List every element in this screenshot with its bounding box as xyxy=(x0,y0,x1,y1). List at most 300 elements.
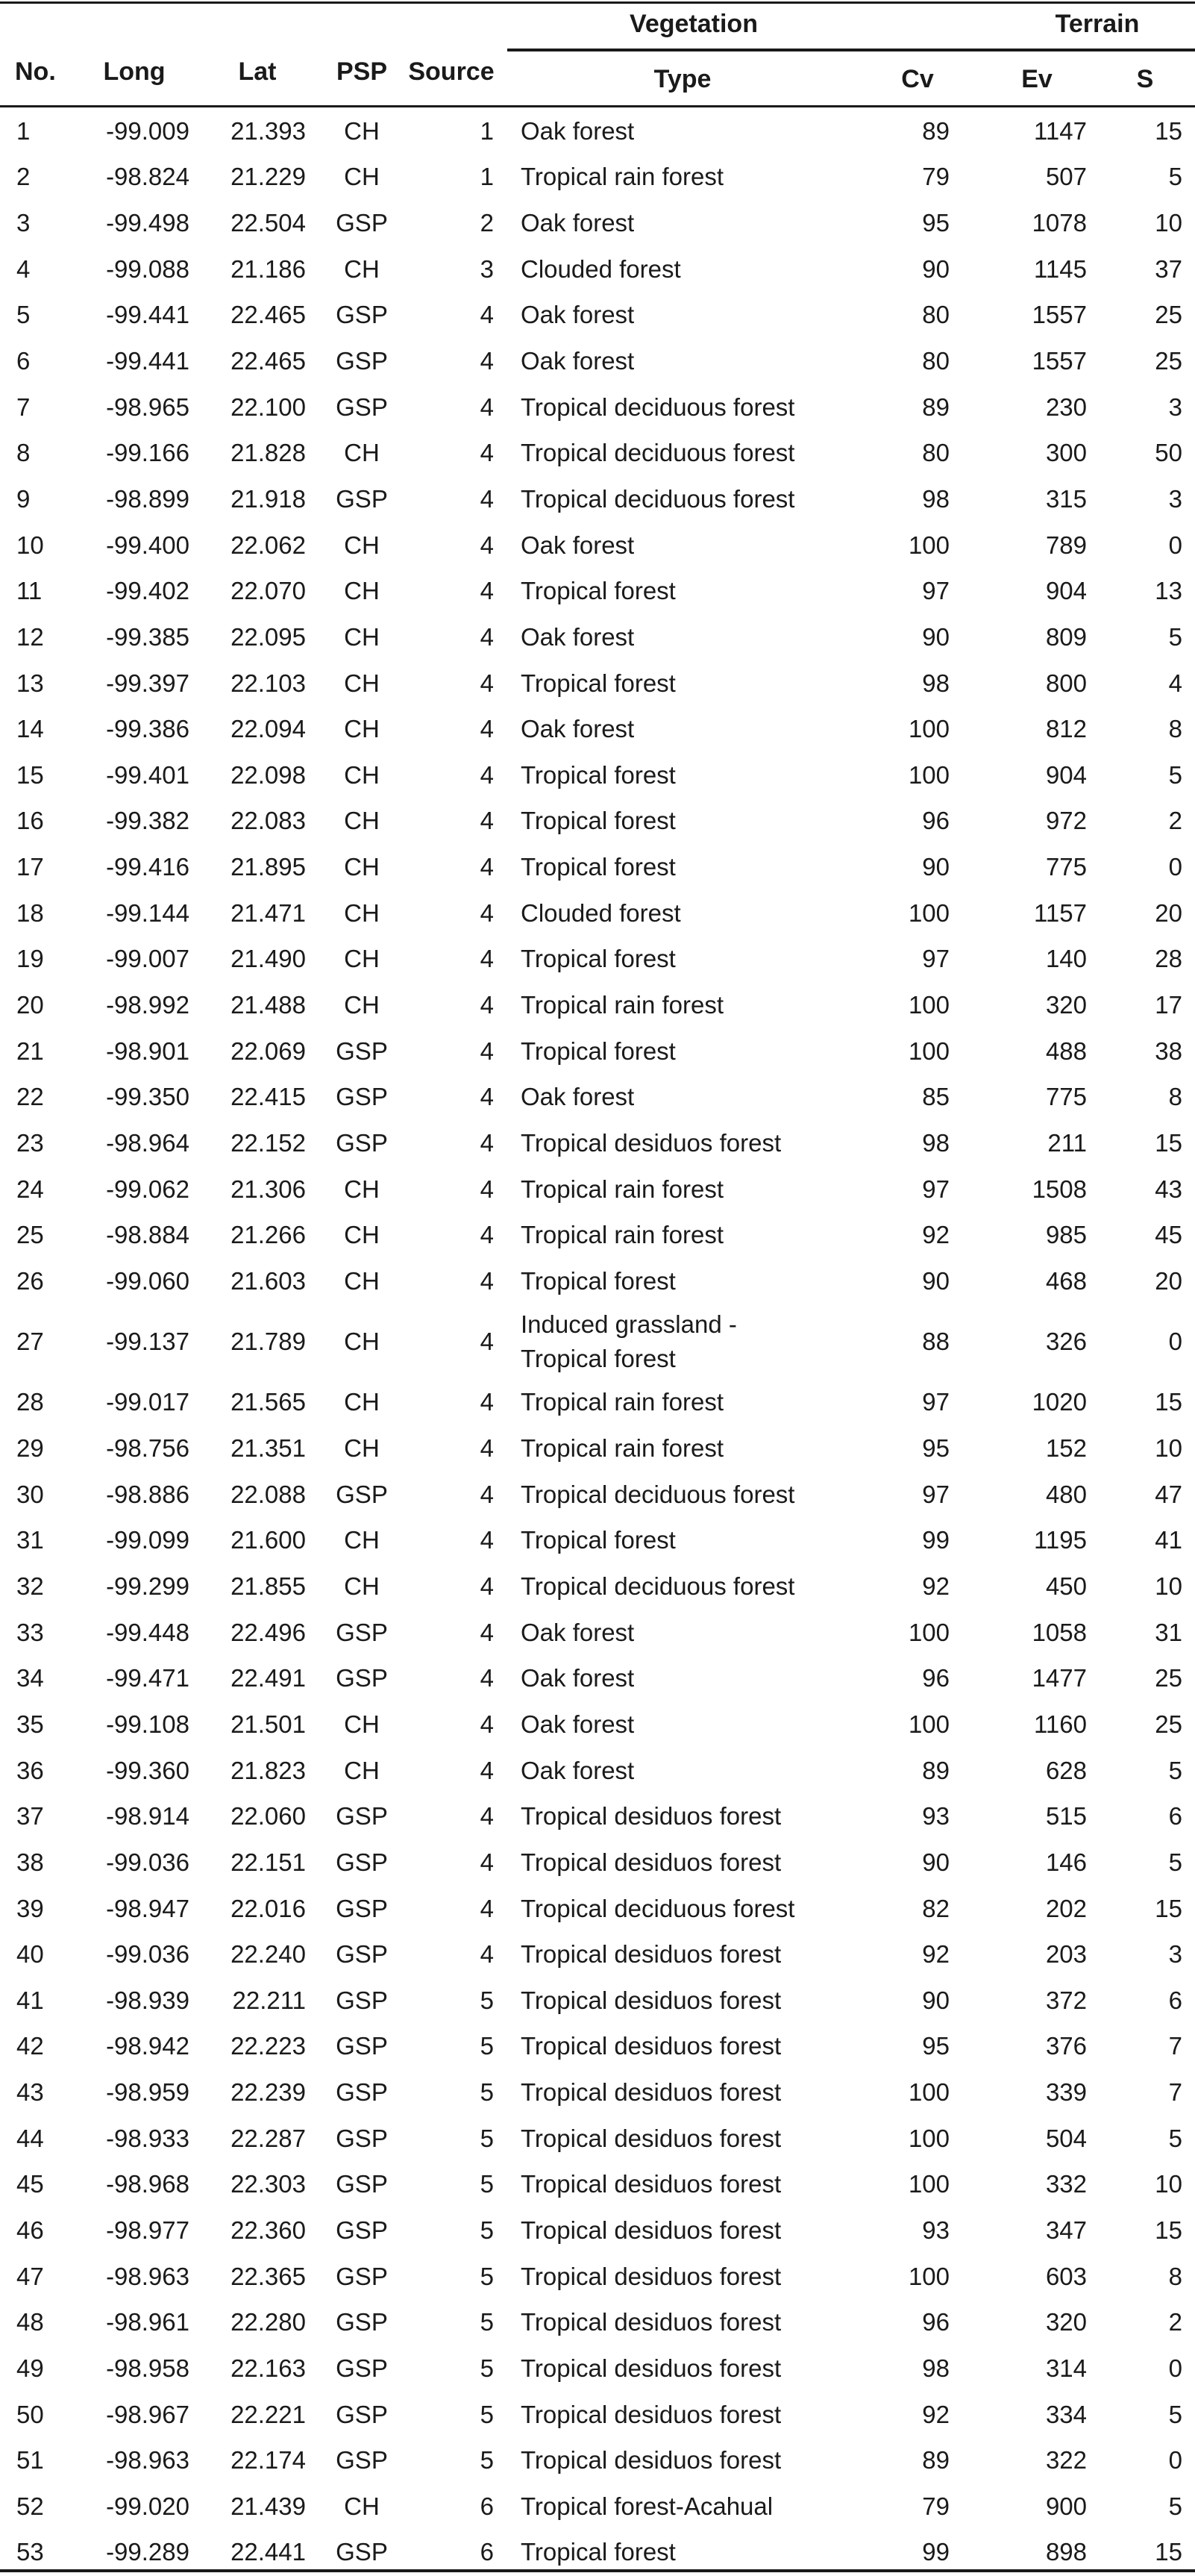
cell-ev: 800 xyxy=(1045,669,1087,697)
cell-s: 3 xyxy=(1168,1940,1182,1969)
cell-source: 4 xyxy=(480,1083,494,1111)
cell-ev: 1078 xyxy=(1032,209,1087,237)
cell-long: -98.901 xyxy=(106,1037,189,1065)
cell-no: 20 xyxy=(16,990,44,1019)
cell-psp: CH xyxy=(344,760,380,789)
table-row xyxy=(0,2116,1195,2162)
cell-psp: CH xyxy=(344,577,380,605)
cell-lat: 22.465 xyxy=(230,301,306,329)
cell-lat: 22.287 xyxy=(230,2124,306,2152)
cell-s: 25 xyxy=(1155,1664,1182,1692)
cell-lat: 22.070 xyxy=(230,577,306,605)
cell-no: 47 xyxy=(16,2262,44,2290)
cell-source: 4 xyxy=(480,484,494,513)
cell-long: -99.007 xyxy=(106,945,189,973)
cell-ev: 775 xyxy=(1045,1083,1087,1111)
cell-type: Tropical rain forest xyxy=(521,1175,724,1203)
cell-source: 5 xyxy=(480,2216,494,2244)
cell-s: 5 xyxy=(1168,622,1182,651)
cell-type: Oak forest xyxy=(521,715,635,743)
cell-type: Tropical deciduous forest xyxy=(521,1480,795,1508)
cell-lat: 22.098 xyxy=(230,760,306,789)
cell-no: 15 xyxy=(16,760,44,789)
cell-ev: 603 xyxy=(1045,2262,1087,2290)
cell-long: -98.884 xyxy=(106,1221,189,1249)
cell-ev: 1195 xyxy=(1034,1526,1087,1554)
cell-psp: GSP xyxy=(336,1037,388,1065)
cell-cv: 100 xyxy=(908,1710,950,1738)
table-row xyxy=(0,1610,1195,1656)
cell-type: Tropical deciduous forest xyxy=(521,393,795,421)
cell-long: -99.441 xyxy=(106,347,189,375)
cell-ev: 1058 xyxy=(1032,1618,1087,1646)
cell-lat: 21.439 xyxy=(230,2492,306,2520)
cell-cv: 82 xyxy=(922,1894,950,1922)
cell-psp: CH xyxy=(344,1434,380,1463)
cell-cv: 89 xyxy=(922,393,950,421)
table-row xyxy=(0,1425,1195,1472)
cell-ev: 628 xyxy=(1045,1756,1087,1784)
header-type: Type xyxy=(653,65,712,93)
cell-ev: 230 xyxy=(1045,393,1087,421)
cell-ev: 504 xyxy=(1045,2124,1087,2152)
cell-lat: 21.229 xyxy=(230,163,306,191)
cell-psp: CH xyxy=(344,1526,380,1554)
cell-s: 50 xyxy=(1155,439,1182,467)
cell-cv: 97 xyxy=(922,1388,950,1416)
cell-psp: GSP xyxy=(336,484,388,513)
cell-psp: CH xyxy=(344,1572,380,1601)
cell-source: 4 xyxy=(480,622,494,651)
cell-no: 6 xyxy=(16,347,31,375)
cell-long: -99.448 xyxy=(106,1618,189,1646)
cell-source: 4 xyxy=(480,945,494,973)
cell-ev: 972 xyxy=(1045,807,1087,835)
cell-long: -99.382 xyxy=(106,807,189,835)
cell-psp: CH xyxy=(344,622,380,651)
cell-s: 10 xyxy=(1155,1572,1182,1601)
cell-no: 7 xyxy=(16,393,31,421)
cell-type: Tropical forest xyxy=(521,577,676,605)
cell-ev: 203 xyxy=(1045,1940,1087,1969)
cell-long: -99.416 xyxy=(106,853,189,881)
table-row xyxy=(0,2024,1195,2070)
table-row xyxy=(0,2437,1195,2483)
cell-source: 1 xyxy=(480,163,494,191)
cell-no: 48 xyxy=(16,2308,44,2336)
table-row xyxy=(0,844,1195,890)
table-row xyxy=(0,338,1195,384)
cell-s: 17 xyxy=(1155,990,1182,1019)
cell-long: -98.977 xyxy=(106,2216,189,2244)
cell-psp: CH xyxy=(344,715,380,743)
cell-no: 37 xyxy=(16,1802,44,1831)
table-row xyxy=(0,384,1195,431)
cell-s: 25 xyxy=(1155,347,1182,375)
cell-source: 4 xyxy=(480,1434,494,1463)
cell-s: 0 xyxy=(1168,531,1182,559)
cell-psp: CH xyxy=(344,1328,380,1356)
cell-ev: 1557 xyxy=(1032,347,1087,375)
cell-type: Tropical rain forest xyxy=(521,163,724,191)
cell-long: -99.401 xyxy=(106,760,189,789)
cell-psp: GSP xyxy=(336,347,388,375)
cell-cv: 97 xyxy=(922,1480,950,1508)
cell-ev: 326 xyxy=(1045,1328,1087,1356)
cell-long: -98.961 xyxy=(106,2308,189,2336)
table-row xyxy=(0,1978,1195,2024)
table-row xyxy=(0,2207,1195,2254)
cell-long: -99.062 xyxy=(106,1175,189,1203)
cell-source: 4 xyxy=(480,1940,494,1969)
cell-lat: 22.103 xyxy=(230,669,306,697)
cell-lat: 22.094 xyxy=(230,715,306,743)
cell-long: -99.385 xyxy=(106,622,189,651)
cell-cv: 100 xyxy=(908,2170,950,2198)
cell-source: 4 xyxy=(480,1480,494,1508)
table-row xyxy=(0,1258,1195,1304)
cell-type: Tropical forest xyxy=(521,1266,676,1295)
cell-type: Tropical rain forest xyxy=(521,1388,724,1416)
cell-source: 4 xyxy=(480,1756,494,1784)
table-row xyxy=(0,937,1195,983)
cell-source: 4 xyxy=(480,1572,494,1601)
cell-source: 4 xyxy=(480,301,494,329)
header-no: No. xyxy=(15,57,56,86)
cell-no: 32 xyxy=(16,1572,44,1601)
cell-ev: 1157 xyxy=(1034,898,1087,927)
cell-long: -99.036 xyxy=(106,1848,189,1876)
table-row xyxy=(0,1166,1195,1213)
cell-long: -98.756 xyxy=(106,1434,189,1463)
cell-psp: GSP xyxy=(336,1083,388,1111)
cell-type: Oak forest xyxy=(521,1710,635,1738)
cell-psp: CH xyxy=(344,163,380,191)
cell-s: 20 xyxy=(1155,1266,1182,1295)
cell-type: Oak forest xyxy=(521,209,635,237)
cell-source: 4 xyxy=(480,577,494,605)
cell-type: Tropical forest xyxy=(521,945,676,973)
cell-ev: 488 xyxy=(1045,1037,1087,1065)
cell-s: 5 xyxy=(1168,1848,1182,1876)
cell-source: 3 xyxy=(480,254,494,283)
cell-s: 10 xyxy=(1155,209,1182,237)
cell-ev: 372 xyxy=(1045,1986,1087,2014)
table-row xyxy=(0,1656,1195,1702)
cell-long: -99.060 xyxy=(106,1266,189,1295)
cell-long: -99.350 xyxy=(106,1083,189,1111)
cell-source: 4 xyxy=(480,1037,494,1065)
cell-long: -98.968 xyxy=(106,2170,189,2198)
table-row xyxy=(0,154,1195,201)
cell-psp: GSP xyxy=(336,393,388,421)
cell-s: 7 xyxy=(1168,2078,1182,2107)
cell-type: Oak forest xyxy=(521,1618,635,1646)
cell-source: 4 xyxy=(480,1848,494,1876)
cell-lat: 22.504 xyxy=(230,209,306,237)
cell-type: Tropical rain forest xyxy=(521,1434,724,1463)
cell-source: 4 xyxy=(480,1221,494,1249)
cell-ev: 320 xyxy=(1045,2308,1087,2336)
cell-ev: 904 xyxy=(1045,577,1087,605)
cell-psp: GSP xyxy=(336,2032,388,2060)
cell-source: 4 xyxy=(480,1618,494,1646)
cell-s: 3 xyxy=(1168,484,1182,513)
table-row xyxy=(0,2392,1195,2438)
cell-type: Oak forest xyxy=(521,347,635,375)
table-row xyxy=(0,1120,1195,1166)
cell-no: 30 xyxy=(16,1480,44,1508)
cell-s: 15 xyxy=(1155,2538,1182,2566)
cell-source: 4 xyxy=(480,990,494,1019)
cell-lat: 22.441 xyxy=(230,2538,306,2566)
cell-ev: 480 xyxy=(1045,1480,1087,1508)
cell-s: 5 xyxy=(1168,760,1182,789)
cell-no: 16 xyxy=(16,807,44,835)
cell-source: 5 xyxy=(480,2446,494,2475)
cell-no: 35 xyxy=(16,1710,44,1738)
cell-s: 47 xyxy=(1155,1480,1182,1508)
cell-source: 5 xyxy=(480,2400,494,2428)
cell-no: 11 xyxy=(16,577,43,605)
cell-ev: 1557 xyxy=(1032,301,1087,329)
cell-psp: CH xyxy=(344,1388,380,1416)
cell-s: 15 xyxy=(1155,1128,1182,1157)
cell-ev: 507 xyxy=(1045,163,1087,191)
cell-ev: 376 xyxy=(1045,2032,1087,2060)
cell-ev: 211 xyxy=(1047,1128,1087,1157)
header-psp: PSP xyxy=(336,57,388,86)
cell-no: 22 xyxy=(16,1083,44,1111)
cell-long: -98.965 xyxy=(106,393,189,421)
cell-lat: 22.211 xyxy=(232,1986,306,2014)
cell-cv: 93 xyxy=(922,1802,950,1831)
cell-cv: 79 xyxy=(922,2492,950,2520)
header-cv: Cv xyxy=(901,65,934,93)
cell-no: 33 xyxy=(16,1618,44,1646)
cell-no: 28 xyxy=(16,1388,44,1416)
table-row xyxy=(0,1839,1195,1886)
cell-type: Tropical deciduous forest xyxy=(521,484,795,513)
cell-type: Oak forest xyxy=(521,1756,635,1784)
table-row xyxy=(0,200,1195,246)
cell-psp: CH xyxy=(344,853,380,881)
cell-no: 3 xyxy=(16,209,31,237)
cell-no: 53 xyxy=(16,2538,44,2566)
cell-cv: 80 xyxy=(922,301,950,329)
header-long: Long xyxy=(103,57,166,86)
cell-long: -99.108 xyxy=(106,1710,189,1738)
cell-source: 5 xyxy=(480,2308,494,2336)
cell-lat: 22.465 xyxy=(230,347,306,375)
cell-psp: GSP xyxy=(336,209,388,237)
cell-lat: 22.062 xyxy=(230,531,306,559)
cell-cv: 79 xyxy=(922,163,950,191)
cell-long: -98.899 xyxy=(106,484,189,513)
cell-source: 4 xyxy=(480,1128,494,1157)
cell-lat: 22.088 xyxy=(230,1480,306,1508)
cell-type: Tropical forest xyxy=(521,760,676,789)
cell-no: 29 xyxy=(16,1434,44,1463)
cell-cv: 100 xyxy=(908,2124,950,2152)
cell-source: 4 xyxy=(480,1894,494,1922)
cell-ev: 1508 xyxy=(1032,1175,1087,1203)
table-row xyxy=(0,706,1195,752)
cell-ev: 1160 xyxy=(1034,1710,1087,1738)
cell-s: 7 xyxy=(1168,2032,1182,2060)
cell-lat: 21.490 xyxy=(230,945,306,973)
cell-psp: CH xyxy=(344,2492,380,2520)
cell-s: 6 xyxy=(1168,1802,1182,1831)
cell-psp: GSP xyxy=(336,2400,388,2428)
table-row xyxy=(0,476,1195,522)
cell-s: 15 xyxy=(1155,1894,1182,1922)
cell-lat: 21.306 xyxy=(230,1175,306,1203)
cell-lat: 22.360 xyxy=(230,2216,306,2244)
cell-cv: 98 xyxy=(922,484,950,513)
cell-psp: GSP xyxy=(336,2446,388,2475)
cell-no: 50 xyxy=(16,2400,44,2428)
cell-lat: 22.060 xyxy=(230,1802,306,1831)
cell-long: -98.963 xyxy=(106,2262,189,2290)
header-s: S xyxy=(1136,65,1154,93)
cell-cv: 90 xyxy=(922,853,950,881)
cell-type: Tropical desiduos forest xyxy=(521,2078,782,2107)
cell-lat: 22.239 xyxy=(230,2078,306,2107)
cell-lat: 22.223 xyxy=(230,2032,306,2060)
cell-ev: 300 xyxy=(1045,439,1087,467)
cell-source: 4 xyxy=(480,1175,494,1203)
cell-source: 4 xyxy=(480,393,494,421)
cell-lat: 22.365 xyxy=(230,2262,306,2290)
cell-lat: 21.393 xyxy=(230,116,306,145)
cell-long: -99.088 xyxy=(106,254,189,283)
cell-type: Tropical forest xyxy=(521,1037,676,1065)
cell-psp: CH xyxy=(344,1756,380,1784)
cell-s: 0 xyxy=(1168,2446,1182,2475)
cell-cv: 95 xyxy=(922,2032,950,2060)
cell-cv: 90 xyxy=(922,622,950,651)
cell-cv: 100 xyxy=(908,898,950,927)
cell-long: -99.289 xyxy=(106,2538,189,2566)
table-row xyxy=(0,1748,1195,1794)
table-row xyxy=(0,1793,1195,1839)
cell-type: Tropical desiduos forest xyxy=(521,2446,782,2475)
cell-no: 42 xyxy=(16,2032,44,2060)
cell-s: 43 xyxy=(1155,1175,1182,1203)
cell-source: 4 xyxy=(480,715,494,743)
cell-long: -98.967 xyxy=(106,2400,189,2428)
cell-source: 4 xyxy=(480,807,494,835)
cell-source: 4 xyxy=(480,347,494,375)
cell-no: 19 xyxy=(16,945,44,973)
cell-long: -99.360 xyxy=(106,1756,189,1784)
cell-s: 31 xyxy=(1155,1618,1182,1646)
cell-no: 49 xyxy=(16,2354,44,2382)
cell-type: Tropical desiduos forest xyxy=(521,1986,782,2014)
cell-cv: 98 xyxy=(922,1128,950,1157)
cell-type: Tropical forest xyxy=(521,2538,676,2566)
cell-psp: CH xyxy=(344,439,380,467)
cell-cv: 90 xyxy=(922,254,950,283)
cell-psp: GSP xyxy=(336,1664,388,1692)
cell-ev: 322 xyxy=(1045,2446,1087,2475)
cell-type: Tropical desiduos forest xyxy=(521,2124,782,2152)
cell-psp: GSP xyxy=(336,2538,388,2566)
cell-type: Tropical rain forest xyxy=(521,1221,724,1249)
cell-psp: GSP xyxy=(336,1986,388,2014)
cell-type: Tropical desiduos forest xyxy=(521,2216,782,2244)
cell-psp: GSP xyxy=(336,2262,388,2290)
cell-no: 13 xyxy=(16,669,44,697)
cell-lat: 21.828 xyxy=(230,439,306,467)
table-row xyxy=(0,660,1195,707)
table-body xyxy=(0,108,1195,2575)
cell-cv: 80 xyxy=(922,347,950,375)
cell-lat: 22.095 xyxy=(230,622,306,651)
cell-source: 6 xyxy=(480,2492,494,2520)
table-row xyxy=(0,2069,1195,2116)
cell-no: 12 xyxy=(16,622,44,651)
cell-s: 6 xyxy=(1168,1986,1182,2014)
cell-no: 5 xyxy=(16,301,31,329)
table-top-rule xyxy=(0,1,1195,4)
table-row xyxy=(0,1701,1195,1748)
cell-s: 0 xyxy=(1168,1328,1182,1356)
cell-cv: 90 xyxy=(922,1986,950,2014)
table-row xyxy=(0,2254,1195,2300)
cell-cv: 97 xyxy=(922,1175,950,1203)
cell-long: -99.397 xyxy=(106,669,189,697)
cell-cv: 96 xyxy=(922,2308,950,2336)
table-row xyxy=(0,1074,1195,1120)
cell-source: 4 xyxy=(480,1328,494,1356)
cell-psp: GSP xyxy=(336,1894,388,1922)
cell-long: -98.963 xyxy=(106,2446,189,2475)
table-row xyxy=(0,1563,1195,1610)
table-row xyxy=(0,1472,1195,1518)
cell-type: Oak forest xyxy=(521,116,635,145)
cell-type: Oak forest xyxy=(521,622,635,651)
cell-cv: 98 xyxy=(922,2354,950,2382)
cell-type: Tropical desiduos forest xyxy=(521,2308,782,2336)
cell-type: Tropical deciduous forest xyxy=(521,1572,795,1601)
cell-s: 25 xyxy=(1155,1710,1182,1738)
table-row xyxy=(0,108,1195,154)
cell-long: -99.036 xyxy=(106,1940,189,1969)
cell-cv: 97 xyxy=(922,577,950,605)
table-row xyxy=(0,890,1195,937)
cell-s: 0 xyxy=(1168,853,1182,881)
cell-cv: 88 xyxy=(922,1328,950,1356)
cell-lat: 22.083 xyxy=(230,807,306,835)
cell-source: 5 xyxy=(480,2078,494,2107)
cell-type: Tropical desiduos forest xyxy=(521,1848,782,1876)
cell-s: 41 xyxy=(1155,1526,1182,1554)
cell-ev: 339 xyxy=(1045,2078,1087,2107)
cell-long: -98.958 xyxy=(106,2354,189,2382)
cell-source: 4 xyxy=(480,1388,494,1416)
cell-s: 4 xyxy=(1168,669,1182,697)
cell-no: 25 xyxy=(16,1221,44,1249)
cell-lat: 21.600 xyxy=(230,1526,306,1554)
cell-lat: 21.603 xyxy=(230,1266,306,1295)
table-row xyxy=(0,1886,1195,1932)
cell-type: Tropical forest xyxy=(521,1526,676,1554)
cell-no: 46 xyxy=(16,2216,44,2244)
cell-s: 10 xyxy=(1155,1434,1182,1463)
cell-long: -99.017 xyxy=(106,1388,189,1416)
